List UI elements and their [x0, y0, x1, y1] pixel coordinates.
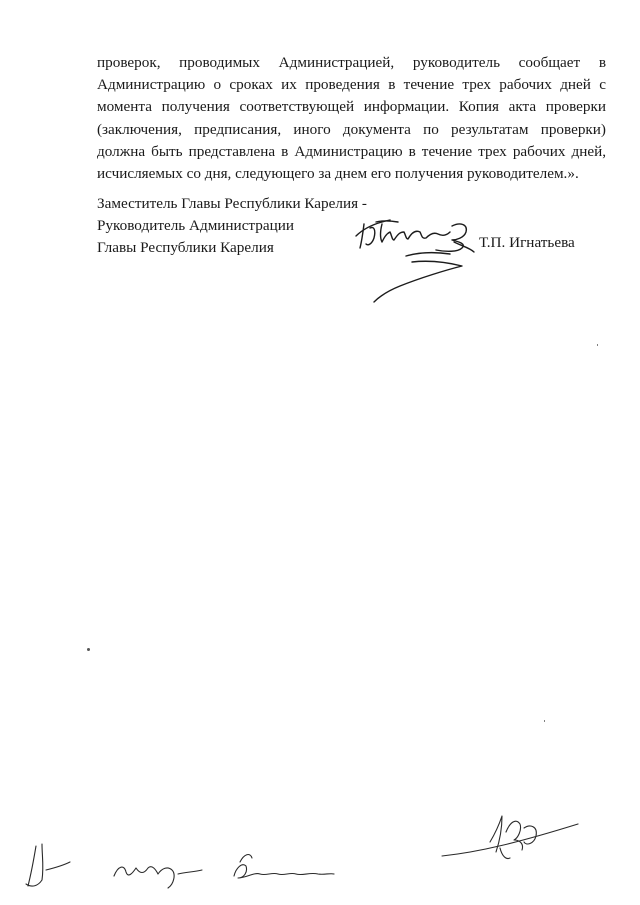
position-line: Заместитель Главы Республики Карелия -	[97, 195, 367, 212]
ink-speck	[544, 720, 545, 722]
ink-speck	[597, 344, 598, 346]
position-line: Руководитель Администрации	[97, 217, 294, 234]
paragraph-line: момента получения соответствующей информации. Копия акта проверки	[97, 98, 606, 116]
initials-signature-right	[440, 812, 580, 864]
paragraph-line: (заключения, предписания, иного документа по результатам проверки)	[97, 120, 606, 138]
body-paragraph	[97, 52, 606, 185]
ink-speck	[87, 648, 90, 651]
paragraph-line: проверок, проводимых Администрацией, руководитель сообщает в	[97, 54, 606, 71]
paragraph-line: должна быть представлена в Администрацию в течение трех рабочих дней,	[97, 142, 606, 160]
initials-signature-left	[22, 840, 342, 892]
handwritten-signature	[350, 212, 480, 307]
paragraph-line: исчисляемых со дня, следующего за днем его получения руководителем.».	[97, 165, 579, 183]
signer-name: Т.П. Игнатьева	[479, 234, 575, 251]
paragraph-line: Администрацию о сроках их проведения в течение трех рабочих дней с	[97, 76, 606, 94]
position-line: Главы Республики Карелия	[97, 239, 274, 256]
signatory-position	[97, 193, 367, 259]
